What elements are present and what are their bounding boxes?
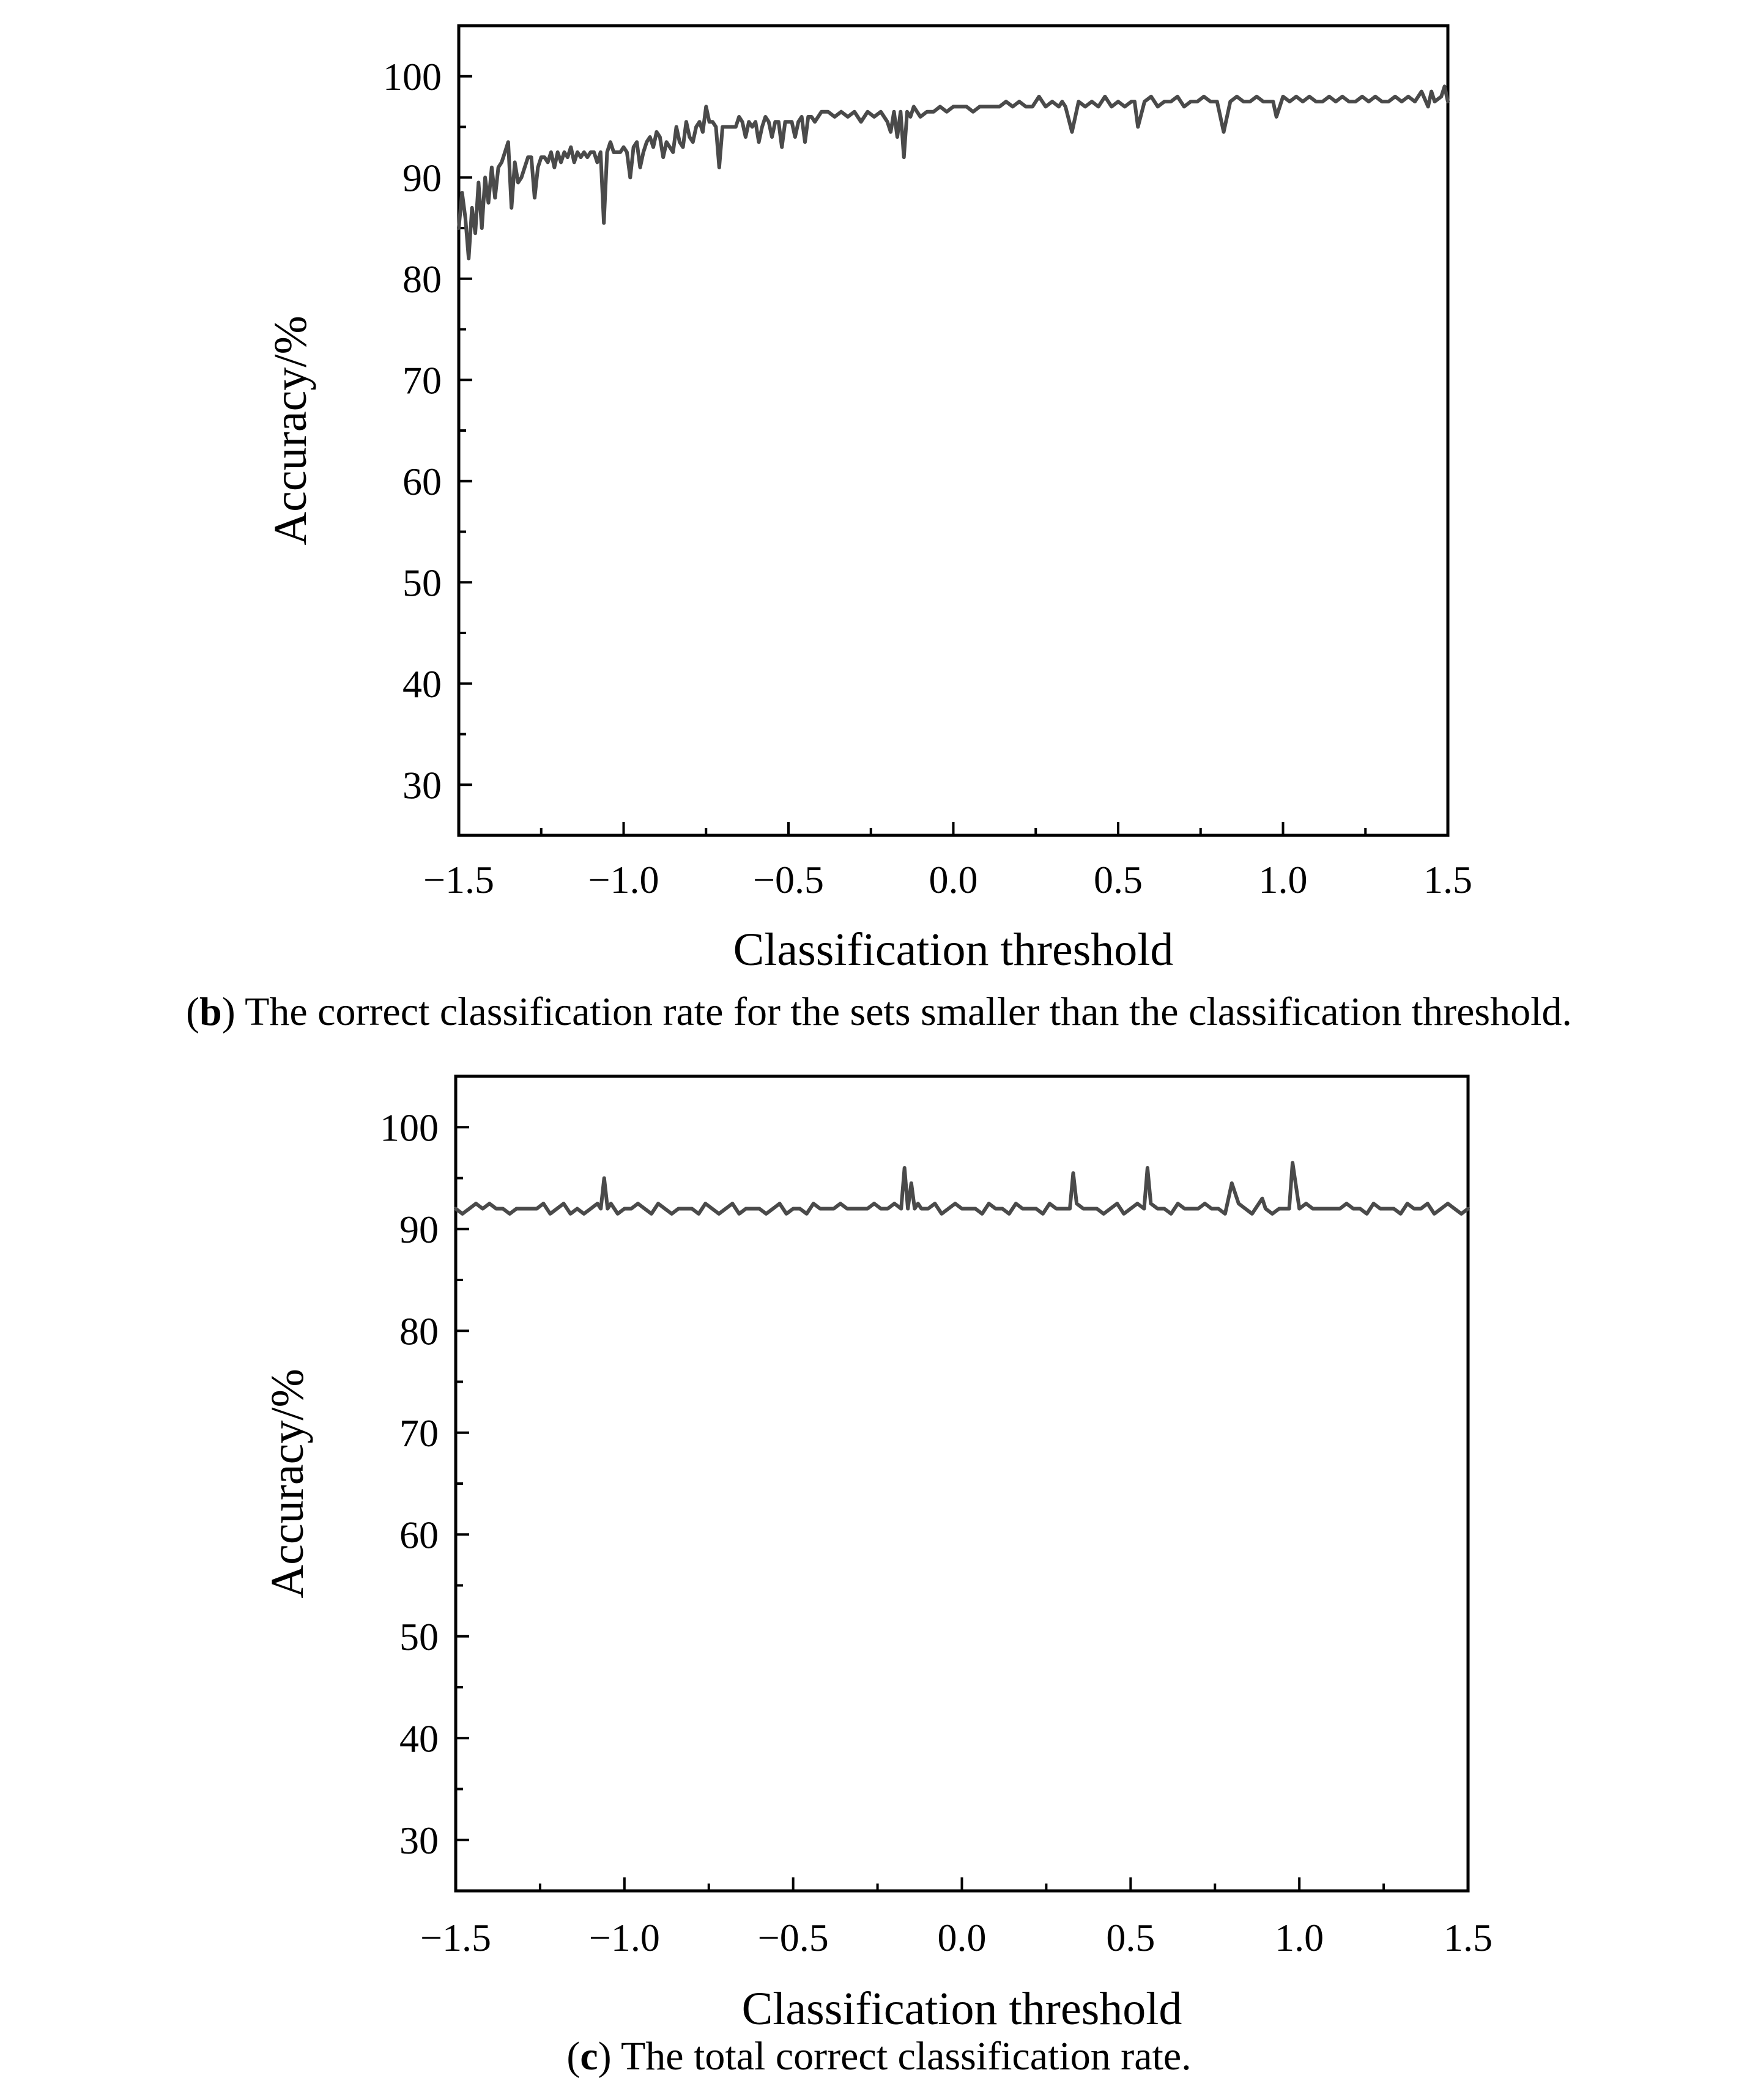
y-tick-label: 70 [402, 358, 442, 402]
caption-text: The correct classification rate for the sets smaller than the classification threshold. [245, 989, 1572, 1034]
x-tick-label: −1.5 [420, 1916, 492, 1959]
y-axis-title: Accuracy/% [265, 316, 316, 545]
caption-letter: c [580, 2034, 598, 2079]
x-tick-label: 1.5 [1444, 1916, 1493, 1959]
x-tick-label: 1.0 [1258, 858, 1308, 901]
y-tick-label: 100 [383, 54, 442, 98]
x-axis-title: Classification threshold [733, 924, 1174, 975]
x-tick-label: 1.0 [1275, 1916, 1324, 1959]
caption-b: (b) The correct classification rate for the sets smaller than the classification threshold. [186, 989, 1572, 1034]
x-axis-title: Classification threshold [741, 1983, 1182, 2035]
x-tick-label: 0.0 [929, 858, 978, 901]
series-line [459, 86, 1448, 258]
caption-c: (c) The total correct classification rate. [566, 2034, 1192, 2079]
x-tick-label: −1.0 [588, 858, 659, 901]
chart-panel-b [0, 0, 1758, 1040]
x-tick-label: 0.0 [937, 1916, 987, 1959]
y-tick-label: 40 [399, 1717, 439, 1761]
chart-svg-c [0, 1040, 1758, 2100]
x-tick-label: −0.5 [752, 858, 825, 901]
y-tick-label: 40 [402, 662, 442, 706]
y-tick-label: 80 [399, 1309, 439, 1353]
chart-svg-b [0, 0, 1758, 1040]
x-tick-label: −0.5 [757, 1916, 829, 1959]
caption-text: The total correct classification rate. [620, 2034, 1192, 2079]
y-tick-label: 90 [402, 156, 442, 200]
y-tick-label: 90 [399, 1207, 439, 1251]
series-line [456, 1163, 1468, 1214]
y-tick-label: 30 [399, 1818, 439, 1862]
y-tick-label: 60 [399, 1513, 439, 1557]
y-tick-label: 50 [399, 1614, 439, 1658]
y-axis-title: Accuracy/% [262, 1369, 313, 1599]
y-tick-label: 30 [402, 763, 442, 807]
y-tick-label: 100 [380, 1106, 439, 1150]
x-tick-label: −1.0 [588, 1916, 660, 1959]
x-tick-label: 0.5 [1106, 1916, 1155, 1959]
y-tick-label: 70 [399, 1411, 439, 1455]
caption-letter: b [199, 989, 222, 1034]
x-tick-label: 0.5 [1094, 858, 1143, 901]
y-tick-label: 80 [402, 257, 442, 301]
chart-panel-c [0, 1040, 1758, 2100]
x-tick-label: 1.5 [1423, 858, 1472, 901]
y-tick-label: 60 [402, 459, 442, 503]
y-tick-label: 50 [402, 561, 442, 605]
x-tick-label: −1.5 [423, 858, 495, 901]
